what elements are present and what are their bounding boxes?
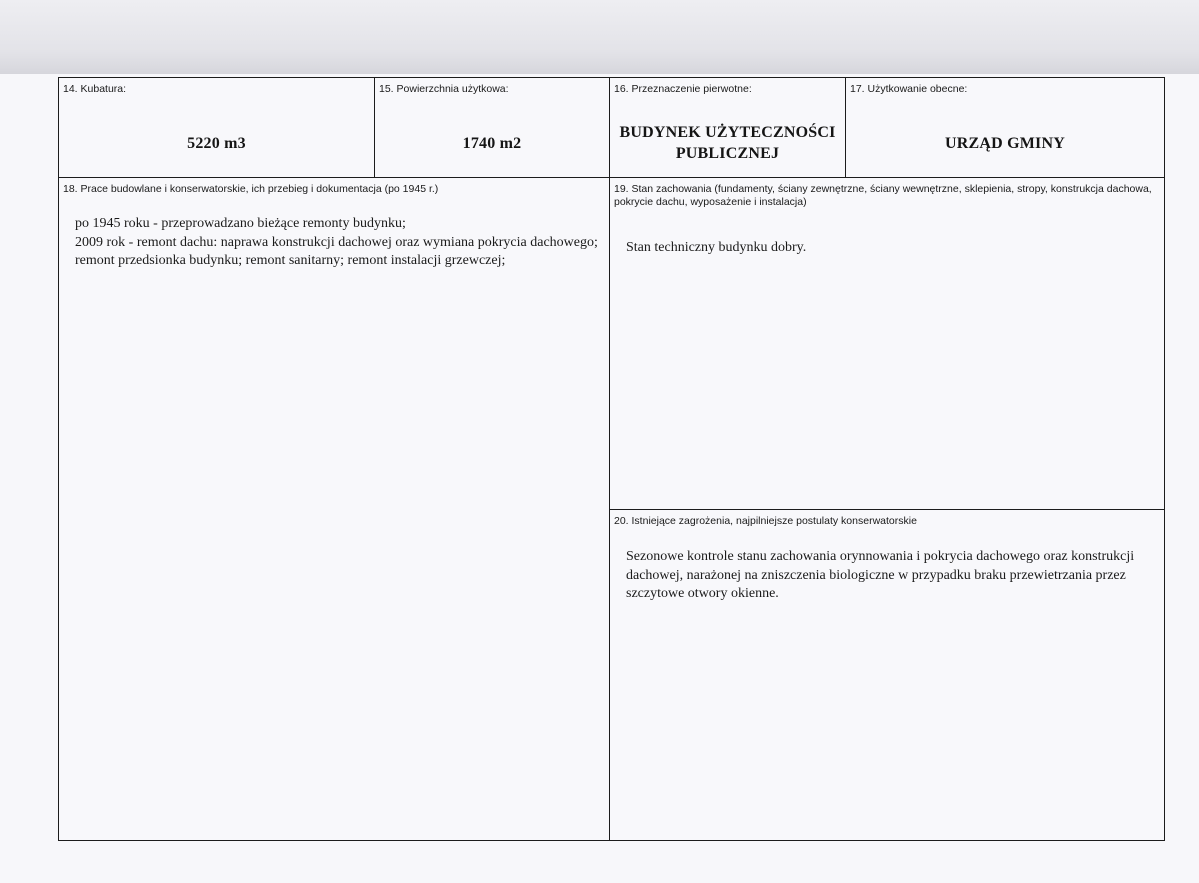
field-15-value: 1740 m2 — [462, 135, 522, 152]
field-16-przeznaczenie — [609, 77, 846, 178]
field-20-label: 20. Istniejące zagrożenia, najpilniejsze postulaty konserwatorskie — [614, 515, 917, 527]
field-17-value: URZĄD GMINY — [945, 135, 1065, 152]
field-15-label: 15. Powierzchnia użytkowa: — [379, 83, 509, 95]
field-17-label: 17. Użytkowanie obecne: — [850, 83, 968, 95]
field-19-text: Stan techniczny budynku dobry. — [626, 240, 807, 255]
field-16-value: BUDYNEK UŻYTECZNOŚCI PUBLICZNEJ — [619, 124, 836, 162]
field-15-powierzchnia — [374, 77, 610, 178]
field-14-kubatura — [58, 77, 375, 178]
field-19-stan-zachowania — [609, 177, 1165, 510]
field-14-label: 14. Kubatura: — [63, 83, 127, 95]
field-19-label: 19. Stan zachowania (fundamenty, ściany zewnętrzne, ściany wewnętrzne, sklepienia, stropy, konstrukcja dachowa, pokrycie dachu, wyposażenie i instalacja) — [614, 183, 1152, 208]
field-18-prace-budowlane — [58, 177, 610, 841]
field-18-text: po 1945 roku - przeprowadzano bieżące remonty budynku; 2009 rok - remont dachu: naprawa konstrukcji dachowej oraz wymiana pokrycia dachowego; remont przedsionka budynku; remont sanitarny; remont instalacji grzewczej; — [75, 216, 598, 268]
form-page — [0, 74, 1199, 883]
field-17-uzytkowanie — [845, 77, 1165, 178]
field-16-label: 16. Przeznaczenie pierwotne: — [614, 83, 752, 95]
field-14-value: 5220 m3 — [187, 135, 246, 152]
field-20-text: Sezonowe kontrole stanu zachowania orynnowania i pokrycia dachowego oraz konstrukcji dachowej, narażonej na zniszczenia biologiczne w przypadku braku przewietrzania przez szczytowe otwory okienne. — [626, 549, 1135, 601]
field-18-label: 18. Prace budowlane i konserwatorskie, ich przebieg i dokumentacja (po 1945 r.) — [63, 183, 439, 195]
field-20-zagrozenia — [609, 509, 1165, 841]
scanner-top-strip — [0, 0, 1199, 75]
